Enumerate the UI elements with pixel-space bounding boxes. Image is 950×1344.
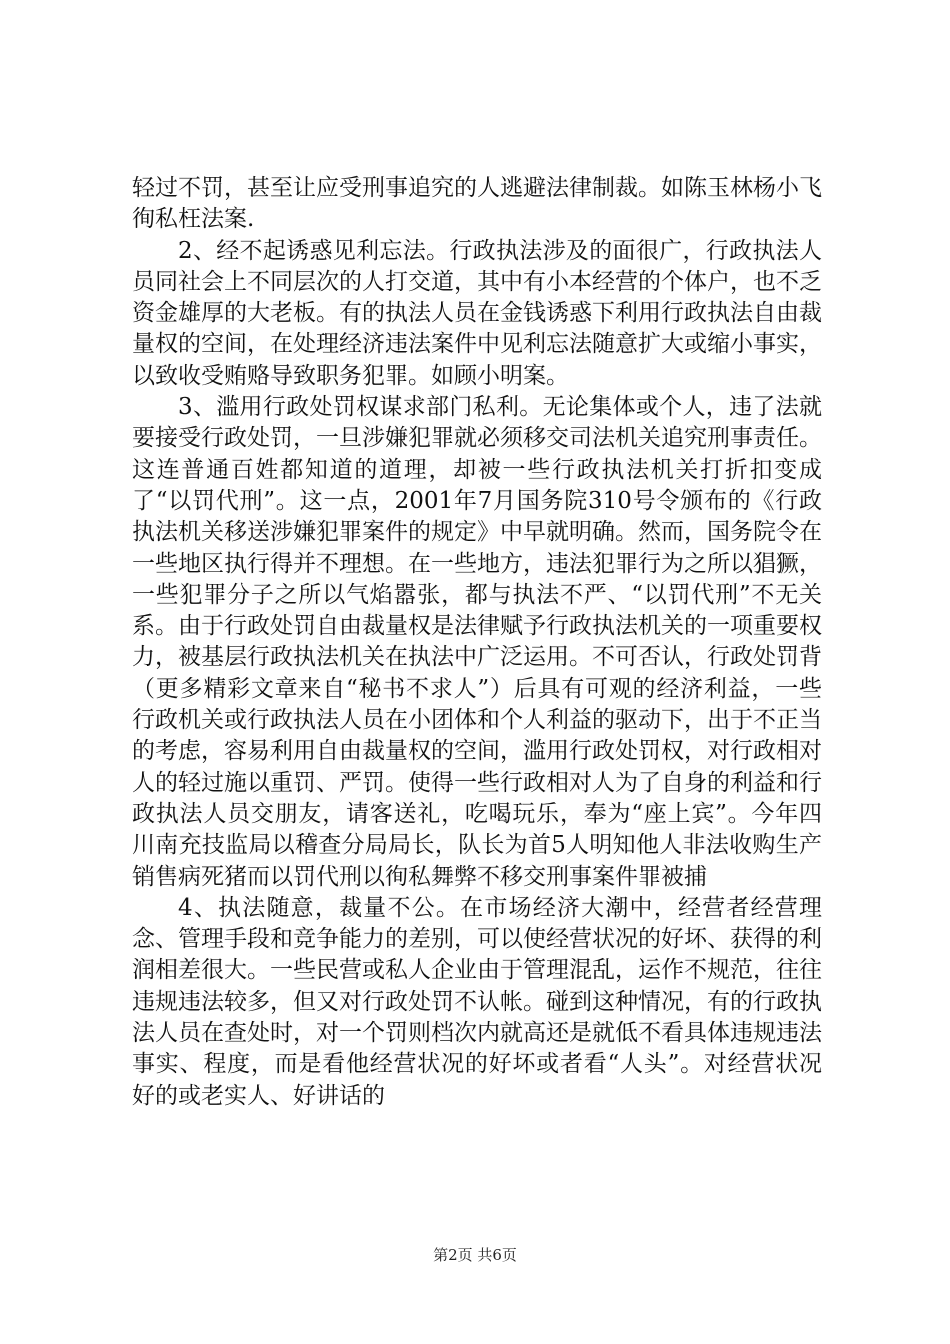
paragraph-continuation: 轻过不罚，甚至让应受刑事追究的人逃避法律制裁。如陈玉林杨小飞徇私枉法案.: [132, 175, 822, 233]
paragraph-item-3: 3、滥用行政处罚权谋求部门私利。无论集体或个人，违了法就要接受行政处罚，一旦涉嫌犯罪就必须移交司法机关追究刑事责任。这连普通百姓都知道的道理，却被一些行政执法机关打折扣变成了“以罚代刑”。这一点，2001年7月国务院310号令颁布的《行政执法机关移送涉嫌犯罪案件的规定》中早就明确。然而，国务院令在一些地区执行得并不理想。在一些地方，违法犯罪行为之所以猖獗，一些犯罪分子之所以气焰嚣张，都与执法不严、“以罚代刑”不无关系。由于行政处罚自由裁量权是法律赋予行政执法机关的一项重要权力，被基层行政执法机关在执法中广泛运用。不可否认，行政处罚背（更多精彩文章来自“秘书不求人”）后具有可观的经济利益，一些行政机关或行政执法人员在小团体和个人利益的驱动下，出于不正当的考虑，容易利用自由裁量权的空间，滥用行政处罚权，对行政相对人的轻过施以重罚、严罚。使得一些行政相对人为了自身的利益和行政执法人员交朋友，请客送礼，吃喝玩乐，奉为“座上宾”。今年四川南充技监局以稽查分局局长，队长为首5人明知他人非法收购生产销售病死猪而以罚代刑以徇私舞弊不移交刑事案件罪被捕: [132, 394, 822, 890]
paragraph-item-2: 2、经不起诱惑见利忘法。行政执法涉及的面很广，行政执法人员同社会上不同层次的人打交道，其中有小本经营的个体户，也不乏资金雄厚的大老板。有的执法人员在金钱诱惑下利用行政执法自由裁量权的空间，在处理经济违法案件中见利忘法随意扩大或缩小事实，以致收受贿赂导致职务犯罪。如顾小明案。: [132, 237, 822, 389]
paragraph-item-4: 4、执法随意，裁量不公。在市场经济大潮中，经营者经营理念、管理手段和竞争能力的差别，可以使经营状况的好坏、获得的利润相差很大。一些民营或私人企业由于管理混乱，运作不规范，往往违规违法较多，但又对行政处罚不认帐。碰到这种情况，有的行政执法人员在查处时，对一个罚则档次内就高还是就低不看具体违规违法事实、程度，而是看他经营状况的好坏或者看“人头”。对经营状况好的或老实人、好讲话的: [132, 894, 822, 1109]
document-body: [132, 173, 822, 1112]
page-footer: 第2页 共6页: [433, 1246, 517, 1264]
